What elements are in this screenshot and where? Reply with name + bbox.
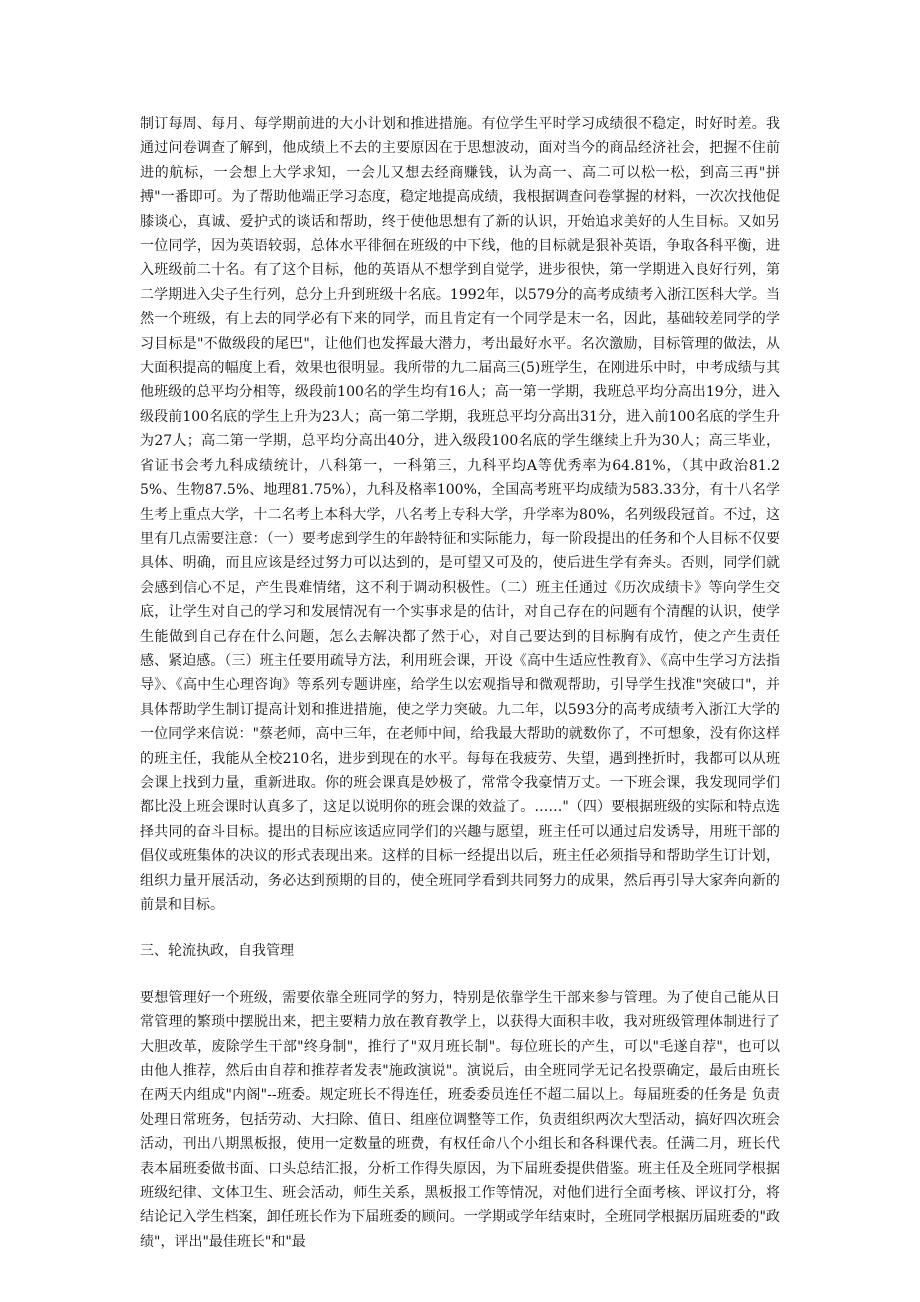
section-heading: 三、轮流执政，自我管理 [140, 943, 294, 960]
body-paragraph-goals: 制订每周、每月、每学期前进的大小计划和推进措施。有位学生平时学习成绩很不稳定，时好时差。我通过问卷调查了解到，他成绩上不去的主要原因在于思想波动，面对当今的商品经济社会，把握不住前进的航标，一会想上大学求知，一会儿又想去经商赚钱，认为高一、高二可以松一松，到高三再"拼搏"一番即可。为了帮助他端正学习态度，稳定地提高成绩，我根据调查问卷掌握的材料，一次次找他促膝谈心，真诚、爱护式的谈话和帮助，终于使他思想有了新的认识，开始追求美好的人生目标。又如另一位同学，因为英语较弱，总体水平徘徊在班级的中下线，他的目标就是狠补英语，争取各科平衡，进入班级前二十名。有了这个目标，他的英语从不想学到自觉学，进步很快，第一学期进入良好行列，第二学期进入尖子生行列，总分上升到班级十名底。1992年，以579分的高考成绩考入浙江医科大学。当然一个班级，有上去的同学必有下来的同学，而且肯定有一个同学是末一名，因此，基础较差同学的学习目标是"不做级段的尾巴"，让他们也发挥最大潜力，考出最好水平。名次激励，目标管理的做法，从大面积提高的幅度上看，效果也很明显。我所带的九二届高三(5)班学生，在刚进乐中时，中考成绩与其他班级的总平均分相等，级段前100名的学生均有16人；高一第一学期，我班总平均分高出19分，进入级段前100名底的学生上升为23人；高一第二学期，我班总平均分高出31分，进入前100名底的学生升为27人；高二第一学期，总平均分高出40分，进入级段100名底的学生继续上升为30人；高三毕业，省证书会考九科成绩统计，八科第一，一科第三，九科平均A等优秀率为64.81%，（其中政治81.25%、生物87.5%、地理81.75%），九科及格率100%，全国高考班平均成绩为583.33分，有十八名学生考上重点大学，十二名考上本科大学，八名考上专科大学，升学率为80%，名列级段冠首。不过，这里有几点需要注意：（一）要考虑到学生的年龄特征和实际能力，每一阶段提出的任务和个人目标不仅要具体、明确，而且应该是经过努力可以达到的，是可望又可及的，使后进生学有奔头。否则，同学们就会感到信心不足，产生畏难情绪，这不利于调动积极性。（二）班主任通过《历次成绩卡》等向学生交底，让学生对自己的学习和发展情况有一个实事求是的估计，对自己存在的问题有个清醒的认识，使学生能做到自己存在什么问题，怎么去解决都了然于心，对自己要达到的目标胸有成竹，使之产生责任感、紧迫感。（三）班主任要用疏导方法，利用班会课，开设《高中生适应性教育》、《高中生学习方法指导》、《高中生心理咨询》等系列专题讲座，给学生以宏观指导和微观帮助，引导学生找准"突破口"，并具体帮助学生制订提高计划和推进措施，使之学力突破。九二年，以593分的高考成绩考入浙江大学的一位同学来信说："蔡老师，高中三年，在老师中间，给我最大帮助的就数你了，不可想象，没有你这样的班主任，我能从全校210名，进步到现在的水平。每每在我疲劳、失望，遇到挫折时，我都可以从班会课上找到力量，重新进取。你的班会课真是妙极了，常常令我豪情万丈。一下班会课，我发现同学们都比没上班会课时认真多了，这足以说明你的班会课的效益了。……"（四）要根据班级的实际和特点选择共同的奋斗目标。提出的目标应该适应同学们的兴趣与愿望，班主任可以通过启发诱导，用班干部的倡仪或班集体的决议的形式表现出来。这样的目标一经提出以后，班主任必须指导和帮助学生订计划，组织力量开展活动，务必达到预期的目的，使全班同学看到共同努力的成果，然后再引导大家奔向新的前景和目标。 [140, 116, 780, 913]
document-body [140, 112, 780, 1254]
body-paragraph-rotating-monitors: 要想管理好一个班级，需要依靠全班同学的努力，特别是依靠学生干部来参与管理。为了使自己能从日常管理的繁琐中摆脱出来，把主要精力放在教育教学上，以获得大面积丰收，我对班级管理体制进行了大胆改革，废除学生干部"终身制"，推行了"双月班长制"。每位班长的产生，可以"毛遂自荐"，也可以由他人推荐，然后由自荐和推荐者发表"施政演说"。演说后，由全班同学无记名投票确定，最后由班长在两天内组成"内阁"--班委。规定班长不得连任，班委委员连任不超二届以上。每届班委的任务是 负责处理日常班务，包括劳动、大扫除、值日、组座位调整等工作，负责组织两次大型活动，搞好四次班会活动，刊出八期黑板报，使用一定数量的班费，有权任命八个小组长和各科课代表。任满二月，班长代表本届班委做书面、口头总结汇报，分析工作得失原因，为下届班委提供借鉴。班主任及全班同学根据班级纪律、文体卫生、班会活动，师生关系，黑板报工作等情况，对他们进行全面考核、评议打分，将结论记入学生档案，卸任班长作为下届班委的顾问。一学期或学年结束时，全班同学根据历届班委的"政绩"，评出"最佳班长"和"最 [140, 989, 780, 1250]
